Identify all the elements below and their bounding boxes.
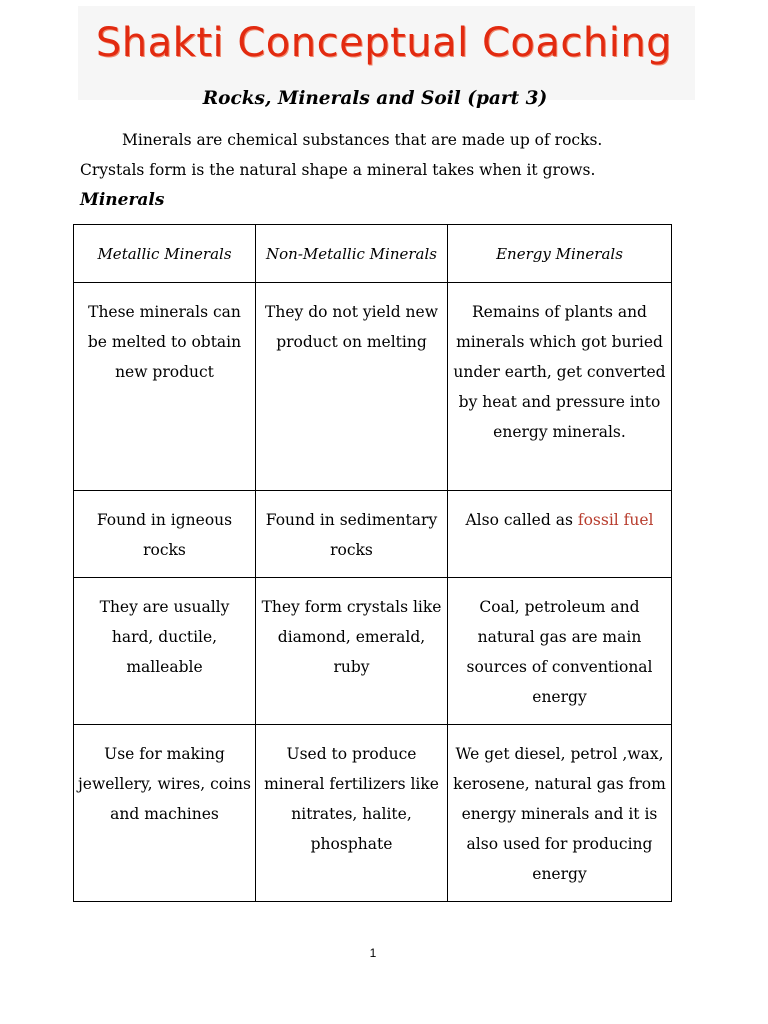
page-title: Rocks, Minerals and Soil (part 3) — [202, 88, 548, 109]
table-row — [74, 491, 672, 578]
page-number: 1 — [369, 946, 377, 960]
table-cell — [448, 491, 672, 578]
section-heading: Minerals — [80, 190, 165, 210]
header-energy: Energy Minerals — [448, 225, 672, 283]
intro-line-1: Minerals are chemical substances that are made up of rocks. — [122, 131, 603, 149]
header-metallic: Metallic Minerals — [74, 225, 256, 283]
table-cell: Coal, petroleum and natural gas are main sources of conventional energy — [448, 578, 672, 725]
intro-paragraph — [80, 125, 668, 185]
table-cell: Found in sedimentary rocks — [256, 491, 448, 578]
table-cell: Used to produce mineral fertilizers like nitrates, halite, phosphate — [256, 725, 448, 902]
table-row — [74, 725, 672, 902]
cell-text: Also called as — [465, 511, 578, 529]
fossil-fuel-term: fossil fuel — [577, 511, 654, 529]
table-cell: They do not yield new product on melting — [256, 283, 448, 491]
table-cell: These minerals can be melted to obtain new product — [74, 283, 256, 491]
table-cell: Remains of plants and minerals which got buried under earth, get converted by heat and pressure into energy minerals. — [448, 283, 672, 491]
table-cell: They form crystals like diamond, emerald, ruby — [256, 578, 448, 725]
table-row — [74, 283, 672, 491]
header-non-metallic: Non-Metallic Minerals — [256, 225, 448, 283]
table-cell: We get diesel, petrol ,wax, kerosene, natural gas from energy minerals and it is also used for producing energy — [448, 725, 672, 902]
table-row — [74, 578, 672, 725]
brand-logo-text: Shakti Conceptual Coaching — [95, 20, 673, 66]
intro-line-2: Crystals form is the natural shape a mineral takes when it grows. — [80, 161, 596, 179]
table-header-row — [74, 225, 672, 283]
table-cell: They are usually hard, ductile, malleable — [74, 578, 256, 725]
table-cell: Found in igneous rocks — [74, 491, 256, 578]
table-cell: Use for making jewellery, wires, coins and machines — [74, 725, 256, 902]
minerals-table — [73, 224, 672, 902]
